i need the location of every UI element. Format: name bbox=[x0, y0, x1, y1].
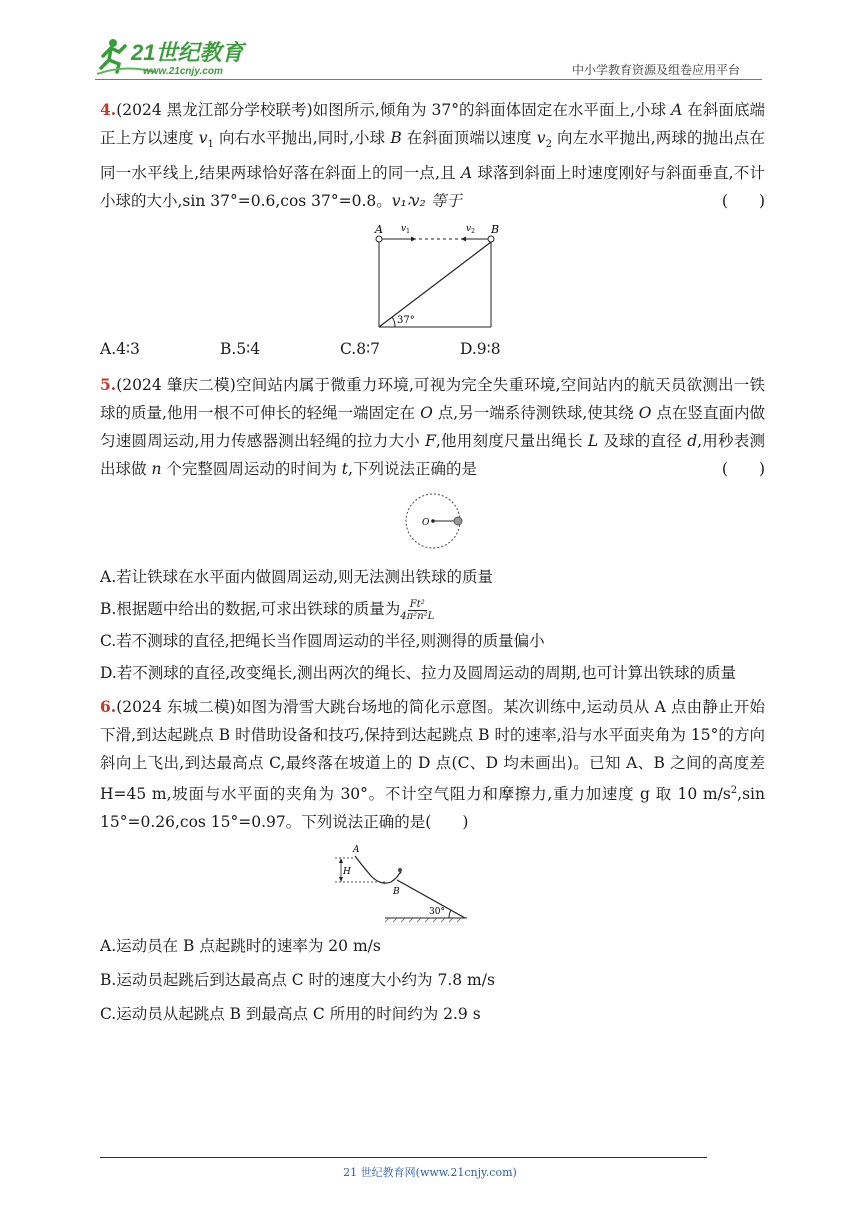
option-a[interactable]: A.4∶3 bbox=[100, 340, 140, 359]
ball-b bbox=[488, 236, 494, 242]
svg-text:v2: $v_2$ bbox=[465, 224, 475, 236]
fig-label-b: B bbox=[490, 223, 499, 237]
platform-name: 中小学教育资源及组卷应用平台 bbox=[572, 63, 741, 77]
option-a[interactable]: A.运动员在 B 点起跳时的速率为 20 m/s bbox=[100, 937, 381, 956]
logo-url: www.21cnjy.com bbox=[143, 66, 223, 77]
question-4: 4.(2024 黑龙江部分学校联考)如图所示,倾角为 37°的斜面体固定在水平面上,小球 A 在斜面底端正上方以速度 $v_1$ 向右水平抛出,同时,小球 B 在斜面顶端以速度 $v_2$ 向左水平抛出,两球的抛出点在同一水平线上,结果两球恰好落在斜面上的同一点,且 A 球落到斜面上时速度刚好与斜面垂直,不计小球的大小,sin 37°=0.6,cos 37°=0.8。v₁∶v₂ 等于 ( ) bbox=[100, 96, 765, 215]
figure-ski-jump bbox=[325, 842, 475, 928]
answer-blank[interactable]: ( ) bbox=[721, 460, 765, 479]
option-b[interactable]: B.根据题中给出的数据,可求出铁球的质量为 $\frac{\text{Ft²}}{\text{4π²n²L}}$ bbox=[100, 598, 435, 622]
options-q4 bbox=[100, 335, 765, 363]
question-6: 6.(2024 东城二模)如图为滑雪大跳台场地的简化示意图。某次训练中,运动员从 A 点由静止开始下滑,到达起跳点 B 时借助设备和技巧,保持到达起跳点 B 时的速率,沿与水平面夹角为 15°的方向斜向上飞出,到达最高点 C,最终落在坡道上的 D 点(C、D 均未画出)。已知 A、B 之间的高度差 H=45 m,坡面与水平面的夹角为 30°。不计空气阻力和摩擦力,重力加速度 g 取 10 $m/s^2,\sin$ 15°=0.26,cos 15°=0.97。下列说法正确的是( ) bbox=[100, 697, 765, 832]
svg-text:v1: $v_1$ bbox=[400, 224, 410, 236]
angle-label: 30° bbox=[429, 907, 445, 918]
answer-blank[interactable]: ( ) bbox=[425, 813, 469, 832]
footer-divider bbox=[100, 1157, 707, 1158]
question-list bbox=[100, 96, 765, 1028]
footer-link[interactable]: 21 世纪教育网(www.21cnjy.com) bbox=[343, 1166, 517, 1179]
mass-formula: $\frac{\text{Ft²}}{\text{4π²n²L}}$ bbox=[400, 598, 435, 622]
option-d[interactable]: D.9∶8 bbox=[460, 340, 501, 359]
answer-blank[interactable]: ( ) bbox=[721, 192, 765, 211]
option-c[interactable]: C.若不测球的直径,把绳长当作圆周运动的半径,则测得的质量偏小 bbox=[100, 632, 545, 651]
option-a[interactable]: A.若让铁球在水平面内做圆周运动,则无法测出铁球的质量 bbox=[100, 568, 494, 587]
question-number: 4. bbox=[100, 100, 117, 119]
fig-label-a: A bbox=[374, 223, 383, 237]
iron-ball bbox=[454, 517, 462, 525]
question-5: 5.(2024 肇庆二模)空间站内属于微重力环境,可视为完全失重环境,空间站内的航天员欲测出一铁球的质量,他用一根不可伸长的轻绳一端固定在 O 点,另一端系待测铁球,使其绕 O 点在竖直面内做匀速圆周运动,用力传感器测出轻绳的拉力大小 F,他用刻度尺量出绳长 L 及球的直径 d,用秒表测出球做 n 个完整圆周运动的时间为 t,下列说法正确的是 ( ) bbox=[100, 371, 765, 483]
pivot-label: O bbox=[421, 518, 429, 529]
question-number: 5. bbox=[100, 375, 117, 395]
incline bbox=[379, 242, 491, 327]
question-source: (2024 肇庆二模) bbox=[116, 376, 236, 395]
question-source: (2024 东城二模) bbox=[116, 698, 236, 717]
option-c[interactable]: C.运动员从起跳点 B 到最高点 C 所用的时间约为 2.9 s bbox=[100, 1005, 481, 1024]
option-b[interactable]: B.5∶4 bbox=[220, 340, 261, 359]
fig-label-a: A bbox=[353, 845, 360, 856]
height-label: H bbox=[343, 867, 351, 878]
site-logo bbox=[95, 34, 265, 82]
logo-text: 21世纪教育 bbox=[131, 40, 244, 65]
question-source: (2024 黑龙江部分学校联考) bbox=[116, 101, 313, 119]
option-d[interactable]: D.若不测球的直径,改变绳长,测出两次的绳长、拉力及圆周运动的周期,也可计算出铁球的质量 bbox=[100, 664, 737, 683]
header-divider bbox=[95, 79, 762, 80]
option-b[interactable]: B.运动员起跳后到达最高点 C 时的速度大小约为 7.8 m/s bbox=[100, 971, 495, 990]
figure-incline-projectile bbox=[363, 219, 503, 337]
figure-circular-motion bbox=[398, 489, 468, 553]
question-number: 6. bbox=[100, 697, 117, 717]
ball-a bbox=[376, 236, 382, 242]
angle-label: 37° bbox=[396, 315, 415, 327]
option-c[interactable]: C.8∶7 bbox=[340, 340, 380, 359]
ramp-curve bbox=[355, 856, 399, 883]
fig-label-b: B bbox=[393, 887, 400, 898]
skier bbox=[398, 868, 402, 872]
